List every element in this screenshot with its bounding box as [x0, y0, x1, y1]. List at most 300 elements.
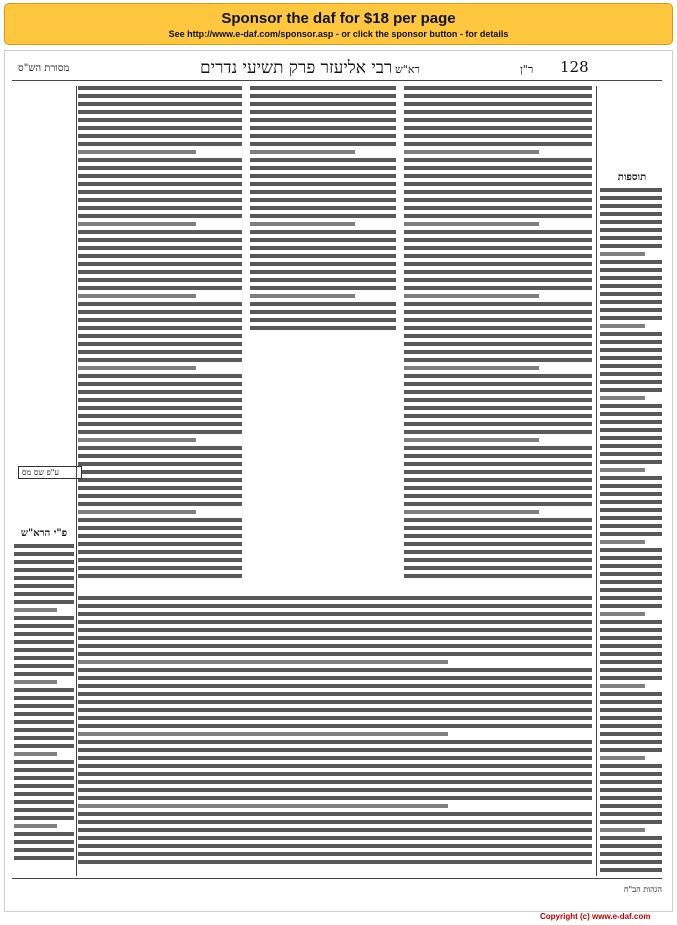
tosafot-line [600, 252, 645, 256]
rosh-line [78, 470, 242, 474]
bottom-line [78, 828, 592, 832]
bottom-line [78, 844, 592, 848]
ran-line [404, 486, 592, 490]
tosafot-line [600, 588, 662, 592]
rosh-line [78, 294, 196, 298]
gemara-line [250, 94, 396, 98]
tosafot-line [600, 436, 662, 440]
ran-line [404, 430, 592, 434]
rosh-line [78, 230, 242, 234]
tosafot-line [600, 388, 662, 392]
tosafot-line [600, 492, 662, 496]
tosafot-line [600, 364, 662, 368]
ran-line [404, 398, 592, 402]
tosafot-line [600, 644, 662, 648]
piskei-rosh-title: פ"י הרא"ש [20, 528, 68, 539]
tosafot-line [600, 628, 662, 632]
tosafot-line [600, 620, 662, 624]
bottom-line [78, 620, 592, 624]
tosafot-line [600, 836, 662, 840]
sponsor-banner-subtitle[interactable]: See http://www.e-daf.com/sponsor.asp - or click the sponsor button - for details [168, 29, 509, 39]
bottom-line [78, 596, 592, 600]
tosafot-line [600, 404, 662, 408]
rosh-line [78, 366, 196, 370]
gemara-line [250, 150, 355, 154]
piskei-line [14, 752, 57, 756]
tosafot-line [600, 460, 662, 464]
ran-line [404, 86, 592, 90]
bottom-line [78, 612, 592, 616]
rosh-line [78, 542, 242, 546]
ran-line [404, 446, 592, 450]
rosh-line [78, 478, 242, 482]
tosafot-line [600, 420, 662, 424]
ran-line [404, 510, 539, 514]
tosafot-line [600, 332, 662, 336]
piskei-rosh-column [14, 544, 74, 874]
ran-line [404, 358, 592, 362]
tosafot-line [600, 548, 662, 552]
gemara-line [250, 238, 396, 242]
bottom-line [78, 740, 592, 744]
tosafot-line [600, 756, 645, 760]
gemara-text-column [250, 86, 396, 336]
bottom-line [78, 804, 448, 808]
gemara-line [250, 262, 396, 266]
ran-line [404, 110, 592, 114]
tosafot-line [600, 572, 662, 576]
hagahot-habach: הגהות הב"ח [623, 885, 662, 894]
rosh-line [78, 526, 242, 530]
piskei-line [14, 848, 74, 852]
rosh-line [78, 238, 242, 242]
mesoret-note-box: ע"פ שס מס [18, 466, 82, 479]
tosafot-line [600, 580, 662, 584]
bottom-line [78, 836, 592, 840]
rosh-line [78, 430, 242, 434]
gemara-line [250, 190, 396, 194]
piskei-line [14, 824, 57, 828]
rosh-line [78, 414, 242, 418]
tosafot-line [600, 196, 662, 200]
tosafot-column [600, 188, 662, 878]
ran-line [404, 150, 539, 154]
rosh-line [78, 502, 242, 506]
tosafot-line [600, 604, 662, 608]
bottom-line [78, 732, 448, 736]
piskei-line [14, 744, 74, 748]
rosh-line [78, 302, 242, 306]
ran-line [404, 454, 592, 458]
bottom-line [78, 684, 592, 688]
ran-line [404, 422, 592, 426]
bottom-line [78, 812, 592, 816]
piskei-line [14, 688, 74, 692]
rosh-line [78, 214, 242, 218]
bottom-line [78, 700, 592, 704]
piskei-line [14, 728, 74, 732]
gemara-line [250, 182, 396, 186]
tosafot-line [600, 724, 662, 728]
gemara-line [250, 214, 396, 218]
tosafot-line [600, 260, 662, 264]
piskei-line [14, 552, 74, 556]
rosh-line [78, 390, 242, 394]
gemara-line [250, 270, 396, 274]
piskei-line [14, 640, 74, 644]
ran-line [404, 390, 592, 394]
rosh-line [78, 246, 242, 250]
gemara-line [250, 166, 396, 170]
ran-line [404, 326, 592, 330]
tosafot-line [600, 716, 662, 720]
tosafot-line [600, 676, 662, 680]
tosafot-line [600, 236, 662, 240]
rosh-line [78, 262, 242, 266]
piskei-line [14, 656, 74, 660]
bottom-line [78, 860, 592, 864]
bottom-line [78, 756, 592, 760]
tosafot-line [600, 476, 662, 480]
rosh-line [78, 494, 242, 498]
piskei-line [14, 616, 74, 620]
ran-line [404, 566, 592, 570]
piskei-line [14, 808, 74, 812]
bottom-line [78, 708, 592, 712]
ran-line [404, 406, 592, 410]
gemara-line [250, 206, 396, 210]
tosafot-divider [596, 86, 597, 876]
tosafot-line [600, 636, 662, 640]
tosafot-line [600, 804, 662, 808]
piskei-line [14, 832, 74, 836]
tosafot-line [600, 764, 662, 768]
ran-line [404, 262, 592, 266]
rosh-line [78, 142, 242, 146]
ran-line [404, 502, 592, 506]
page-number: 128 [560, 58, 589, 76]
ran-commentary-column [404, 86, 592, 586]
rosh-line [78, 422, 242, 426]
bottom-line [78, 796, 592, 800]
tosafot-line [600, 316, 662, 320]
tosafot-line [600, 284, 662, 288]
bottom-line [78, 644, 592, 648]
bottom-line [78, 724, 592, 728]
tosafot-line [600, 380, 662, 384]
tosafot-line [600, 532, 662, 536]
piskei-line [14, 560, 74, 564]
tosafot-line [600, 276, 662, 280]
rosh-line [78, 310, 242, 314]
tosafot-line [600, 204, 662, 208]
rosh-line [78, 518, 242, 522]
gemara-line [250, 102, 396, 106]
piskei-line [14, 672, 74, 676]
gemara-line [250, 286, 396, 290]
tosafot-line [600, 788, 662, 792]
rosh-line [78, 446, 242, 450]
tosafot-line [600, 524, 662, 528]
rosh-line [78, 550, 242, 554]
tosafot-line [600, 396, 645, 400]
tosafot-line [600, 540, 645, 544]
gemara-line [250, 294, 355, 298]
tosafot-line [600, 372, 662, 376]
rosh-commentary-column [78, 86, 242, 586]
gemara-line [250, 126, 396, 130]
ran-line [404, 534, 592, 538]
ran-label: ר"ן [520, 63, 534, 76]
tosafot-line [600, 508, 662, 512]
rosh-line [78, 158, 242, 162]
gemara-line [250, 110, 396, 114]
sponsor-banner-title[interactable]: Sponsor the daf for $18 per page [221, 10, 456, 27]
tosafot-line [600, 340, 662, 344]
rosh-line [78, 166, 242, 170]
ran-line [404, 350, 592, 354]
tosafot-line [600, 428, 662, 432]
rosh-line [78, 326, 242, 330]
tosafot-line [600, 772, 662, 776]
ran-line [404, 342, 592, 346]
ran-line [404, 286, 592, 290]
rosh-line [78, 318, 242, 322]
rosh-line [78, 278, 242, 282]
ran-line [404, 294, 539, 298]
tosafot-line [600, 796, 662, 800]
tosafot-line [600, 356, 662, 360]
ran-line [404, 214, 592, 218]
piskei-line [14, 800, 74, 804]
ran-line [404, 182, 592, 186]
ran-line [404, 302, 592, 306]
rosh-line [78, 486, 242, 490]
gemara-line [250, 86, 396, 90]
rosh-line [78, 270, 242, 274]
piskei-line [14, 664, 74, 668]
tosafot-line [600, 820, 662, 824]
tosafot-line [600, 852, 662, 856]
rosh-line [78, 102, 242, 106]
piskei-line [14, 632, 74, 636]
rosh-line [78, 198, 242, 202]
piskei-line [14, 592, 74, 596]
ran-line [404, 374, 592, 378]
rosh-line [78, 222, 196, 226]
piskei-line [14, 680, 57, 684]
gemara-line [250, 326, 396, 330]
rosh-line [78, 566, 242, 570]
tosafot-line [600, 860, 662, 864]
gemara-line [250, 134, 396, 138]
ran-line [404, 526, 592, 530]
rosh-line [78, 398, 242, 402]
piskei-line [14, 624, 74, 628]
ran-line [404, 166, 592, 170]
tosafot-line [600, 220, 662, 224]
ran-line [404, 414, 592, 418]
rosh-line [78, 510, 196, 514]
footer-rule [12, 878, 662, 879]
tosafot-line [600, 268, 662, 272]
piskei-line [14, 792, 74, 796]
gemara-line [250, 310, 396, 314]
rosh-line [78, 406, 242, 410]
chapter-title: רבי אליעזר פרק תשיעי נדרים [200, 58, 393, 78]
tosafot-line [600, 780, 662, 784]
rosh-line [78, 286, 242, 290]
tosafot-line [600, 516, 662, 520]
tosafot-line [600, 732, 662, 736]
piskei-line [14, 696, 74, 700]
tosafot-line [600, 452, 662, 456]
gemara-line [250, 142, 396, 146]
ran-line [404, 190, 592, 194]
rosh-label: רא"ש [395, 63, 420, 76]
tosafot-title: תוספות [617, 172, 647, 183]
tosafot-line [600, 868, 662, 872]
gemara-line [250, 222, 355, 226]
rosh-line [78, 94, 242, 98]
tosafot-line [600, 652, 662, 656]
ran-line [404, 574, 592, 578]
ran-line [404, 254, 592, 258]
piskei-line [14, 736, 74, 740]
copyright-notice[interactable]: Copyright (c) www.e-daf.com [540, 912, 651, 921]
tosafot-line [600, 708, 662, 712]
bottom-line [78, 628, 592, 632]
ran-line [404, 318, 592, 322]
tosafot-line [600, 844, 662, 848]
bottom-line [78, 780, 592, 784]
ran-line [404, 558, 592, 562]
ran-line [404, 438, 539, 442]
ran-line [404, 206, 592, 210]
tosafot-line [600, 348, 662, 352]
rosh-line [78, 382, 242, 386]
gemara-line [250, 318, 396, 322]
rosh-line [78, 118, 242, 122]
tosafot-line [600, 308, 662, 312]
tosafot-line [600, 324, 645, 328]
tosafot-line [600, 564, 662, 568]
tosafot-line [600, 556, 662, 560]
tosafot-line [600, 412, 662, 416]
ran-line [404, 382, 592, 386]
rosh-line [78, 374, 242, 378]
ran-line [404, 158, 592, 162]
piskei-line [14, 704, 74, 708]
ran-line [404, 278, 592, 282]
bottom-line [78, 676, 592, 680]
rosh-line [78, 558, 242, 562]
bottom-line [78, 652, 592, 656]
tosafot-line [600, 244, 662, 248]
rosh-line [78, 438, 196, 442]
rosh-line [78, 350, 242, 354]
rosh-line [78, 86, 242, 90]
ran-line [404, 134, 592, 138]
rosh-line [78, 174, 242, 178]
piskei-line [14, 776, 74, 780]
rosh-line [78, 342, 242, 346]
bottom-line [78, 660, 448, 664]
ran-line [404, 246, 592, 250]
rosh-line [78, 134, 242, 138]
bottom-line [78, 820, 592, 824]
rosh-line [78, 110, 242, 114]
piskei-line [14, 816, 74, 820]
piskei-line [14, 576, 74, 580]
bottom-line [78, 692, 592, 696]
ran-line [404, 126, 592, 130]
mesoret-hashas-label: מסורת הש"ס [18, 63, 70, 74]
ran-line [404, 222, 539, 226]
rosh-line [78, 254, 242, 258]
gemara-line [250, 118, 396, 122]
tosafot-line [600, 700, 662, 704]
tosafot-line [600, 660, 662, 664]
bottom-line [78, 716, 592, 720]
ran-line [404, 366, 539, 370]
rosh-line [78, 358, 242, 362]
sponsor-banner[interactable] [4, 3, 673, 45]
piskei-line [14, 840, 74, 844]
ran-line [404, 94, 592, 98]
gemara-line [250, 302, 396, 306]
ran-line [404, 198, 592, 202]
ran-line [404, 462, 592, 466]
ran-line [404, 334, 592, 338]
rosh-line [78, 190, 242, 194]
tosafot-line [600, 812, 662, 816]
piskei-line [14, 856, 74, 860]
ran-line [404, 230, 592, 234]
rosh-line [78, 454, 242, 458]
rosh-line [78, 206, 242, 210]
piskei-line [14, 712, 74, 716]
gemara-line [250, 158, 396, 162]
piskei-line [14, 568, 74, 572]
tosafot-line [600, 228, 662, 232]
ran-line [404, 118, 592, 122]
ran-line [404, 470, 592, 474]
tosafot-line [600, 292, 662, 296]
tosafot-line [600, 668, 662, 672]
rosh-line [78, 574, 242, 578]
bottom-line [78, 764, 592, 768]
bottom-line [78, 772, 592, 776]
bottom-line [78, 604, 592, 608]
gemara-line [250, 254, 396, 258]
gemara-line [250, 174, 396, 178]
piskei-line [14, 584, 74, 588]
ran-line [404, 478, 592, 482]
rosh-line [78, 126, 242, 130]
bottom-line [78, 636, 592, 640]
ran-line [404, 238, 592, 242]
ran-line [404, 310, 592, 314]
ran-line [404, 494, 592, 498]
tosafot-line [600, 748, 662, 752]
piskei-line [14, 768, 74, 772]
header-rule [12, 80, 662, 81]
tosafot-line [600, 188, 662, 192]
rosh-line [78, 534, 242, 538]
lower-commentary-block [78, 596, 592, 866]
rosh-line [78, 462, 242, 466]
